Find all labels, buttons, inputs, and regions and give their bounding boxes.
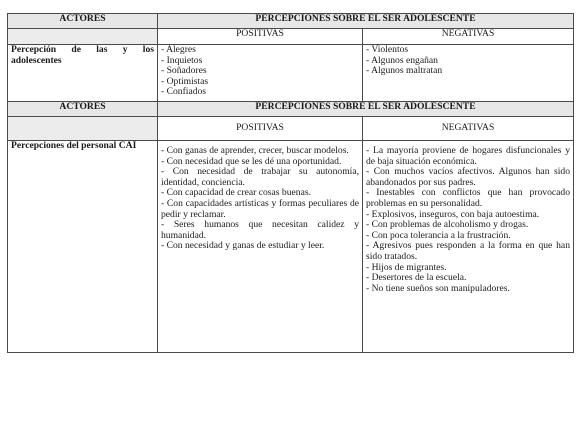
list-item: - Violentos <box>366 44 409 55</box>
positive-header: POSITIVAS <box>158 29 363 45</box>
list-item: - Soñadores <box>161 65 207 77</box>
list-item: - Alegres <box>161 44 196 55</box>
actors-header: ACTORES <box>8 14 158 29</box>
list-item: - Con muchos vacíos afectivos. Algunos han sido abandonados por sus padres. <box>366 166 570 188</box>
positive-list <box>158 141 363 353</box>
actor-cell <box>8 141 158 353</box>
table1-subheader-row <box>8 29 574 45</box>
actor-label: Percepciones del personal CAI <box>11 140 137 151</box>
actors-header: ACTORES <box>8 102 158 117</box>
list-item: - Inestables con conflictos que han provocado problemas en su personalidad. <box>366 187 570 209</box>
list-item: - Optimistas <box>161 75 209 87</box>
list-item: - Explosivos, inseguros, con baja autoestima. <box>366 208 540 220</box>
list-item: - Algunos maltratan <box>366 65 443 77</box>
list-item: - Con problemas de alcoholismo y drogas. <box>366 219 529 231</box>
perceptions-header: PERCEPCIONES SOBRE EL SER ADOLESCENTE <box>158 102 574 117</box>
actor-label: Percepción de las y los adolescentes <box>11 44 154 66</box>
list-item: - Algunos engañan <box>366 54 438 66</box>
list-item: - Desertores de la escuela. <box>366 272 467 284</box>
negative-header: NEGATIVAS <box>363 29 574 45</box>
table2-subheader-row <box>8 117 574 141</box>
table1-data-row <box>8 45 574 102</box>
table1-header-row <box>8 14 574 29</box>
negative-list <box>363 141 574 353</box>
list-item: - No tiene sueños son manipuladores. <box>366 282 510 294</box>
negative-list <box>363 45 574 102</box>
list-item: - Con capacidades artísticas y formas peculiares de pedir y reclamar. <box>161 197 359 220</box>
list-item: - Con necesidad y ganas de estudiar y leer. <box>161 240 325 252</box>
perceptions-table <box>7 13 574 353</box>
list-item: - Seres humanos que necesitan calidez y humanidad. <box>161 219 359 241</box>
list-item: - Con necesidad que se les dé una oportunidad. <box>161 155 342 167</box>
list-item: - Confiados <box>161 86 207 98</box>
positive-header: POSITIVAS <box>158 117 363 141</box>
list-item: - Con capacidad de crear cosas buenas. <box>161 187 311 199</box>
list-item: - Con ganas de aprender, crecer, buscar modelos. <box>161 145 349 156</box>
list-item: - La mayoría proviene de hogares disfuncionales y de baja situación económica. <box>366 145 570 167</box>
table2-header-row <box>8 102 574 117</box>
perceptions-header: PERCEPCIONES SOBRE EL SER ADOLESCENTE <box>158 14 574 29</box>
negative-header: NEGATIVAS <box>363 117 574 141</box>
list-item: - Inquietos <box>161 54 203 66</box>
positive-list <box>158 45 363 102</box>
empty-cell <box>8 29 158 45</box>
list-item: - Con necesidad de trabajar su autonomía, identidad, conciencia. <box>161 166 359 188</box>
table2-data-row <box>8 141 574 353</box>
list-item: - Agresivos pues responden a la forma en que han sido tratados. <box>366 240 570 262</box>
list-item: - Con poca tolerancia a la frustración. <box>366 229 511 241</box>
actor-cell <box>8 45 158 102</box>
empty-cell <box>8 117 158 141</box>
perceptions-document <box>7 13 573 353</box>
list-item: - Hijos de migrantes. <box>366 261 447 273</box>
